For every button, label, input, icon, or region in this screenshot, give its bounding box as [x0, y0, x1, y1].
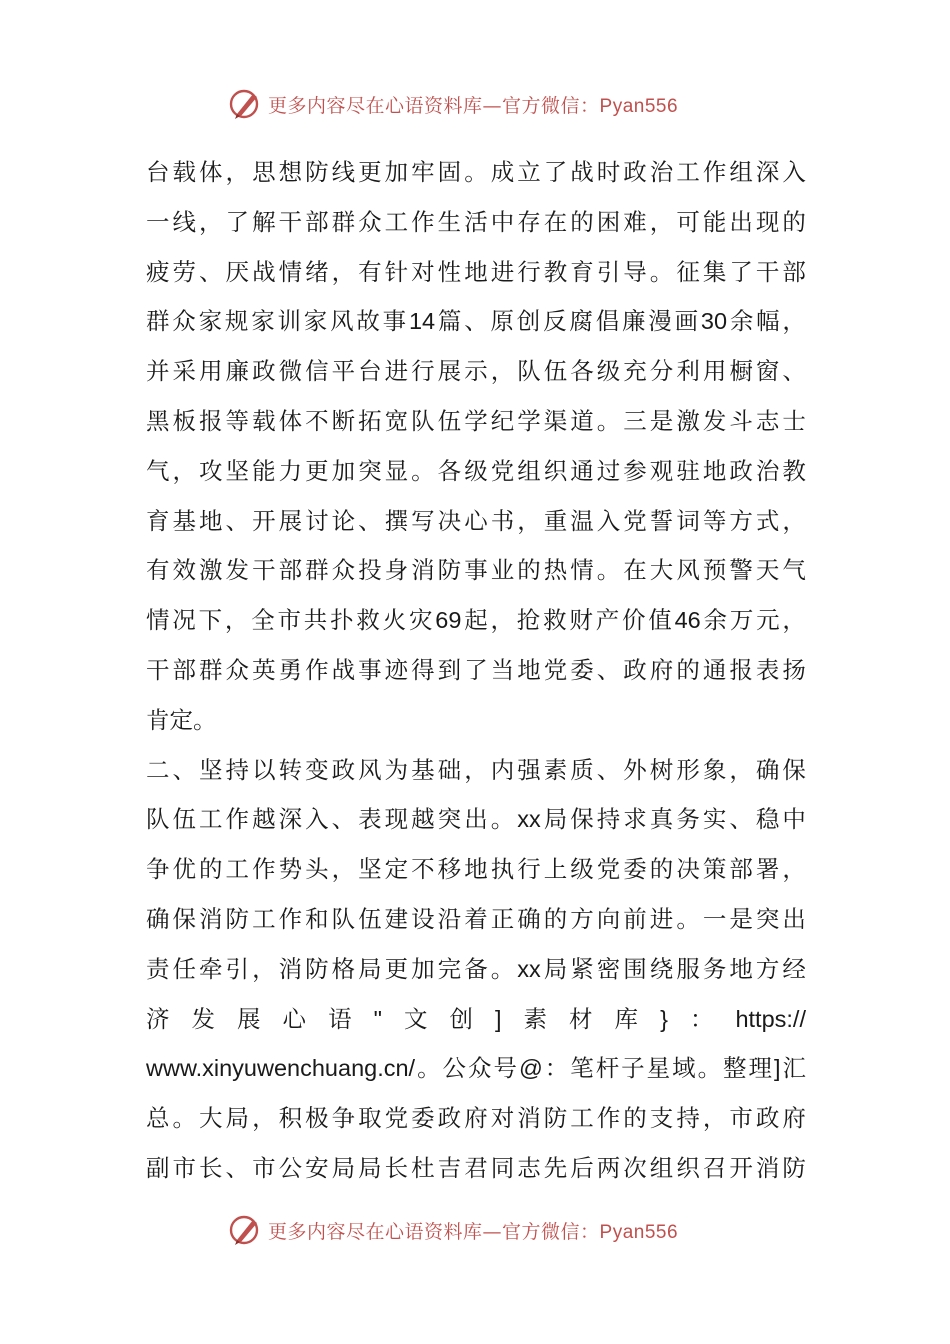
- wechat-id: Pyan556: [599, 95, 679, 117]
- wechat-id: Pyan556: [599, 1221, 679, 1243]
- text-line-17: 责 任 牵 引 ， 消 防 格 局 更 加 完 备 。 xx 局 紧 密 围 绕 服 务 地 方 经: [146, 954, 806, 983]
- text-line-15: 争 优 的 工 作 势 头 ， 坚 定 不 移 地 执 行 上 级 党 委 的 决 策 部 署 ，: [146, 855, 806, 884]
- text-line-8: 育 基 地 、 开 展 讨 论 、 撰 写 决 心 书 ， 重 温 入 党 誓 词 等 方 式 ，: [146, 506, 806, 535]
- footer-banner: [228, 1210, 678, 1250]
- pen-logo-icon: [228, 1213, 262, 1247]
- banner-text: 更多内容尽在心语资料库—官方微信：Pyan556: [268, 1220, 679, 1243]
- header-banner: [228, 84, 678, 124]
- text-line-10: 情 况 下 ， 全 市 共 扑 救 火 灾 69 起 ， 抢 救 财 产 价 值 46 余 万 元 ，: [146, 606, 806, 635]
- text-line-7: 气 ， 攻 坚 能 力 更 加 突 显 。 各 级 党 组 织 通 过 参 观 驻 地 政 治 教: [146, 456, 806, 485]
- document-body: [146, 148, 806, 1194]
- text-line-9: 有 效 激 发 干 部 群 众 投 身 消 防 事 业 的 热 情 。 在 大 风 预 警 天 气: [146, 556, 806, 585]
- text-line-21: 副 市 长 、 市 公 安 局 局 长 杜 吉 君 同 志 先 后 两 次 组 织 召 开 消 防: [146, 1153, 806, 1182]
- text-line-13: 二 、 坚 持 以 转 变 政 风 为 基 础 ， 内 强 素 质 、 外 树 形 象 ， 确 保: [146, 755, 806, 784]
- text-line-11: 干 部 群 众 英 勇 作 战 事 迹 得 到 了 当 地 党 委 、 政 府 的 通 报 表 扬: [146, 655, 806, 684]
- text-line-2: 一 线 ， 了 解 干 部 群 众 工 作 生 活 中 存 在 的 困 难 ， 可 能 出 现 的: [146, 207, 806, 236]
- text-line-18: 济 发 展 心 语 " 文 创 ] 素 材 库 } ： https://: [146, 1004, 806, 1033]
- text-line-16: 确 保 消 防 工 作 和 队 伍 建 设 沿 着 正 确 的 方 向 前 进 。 一 是 突 出: [146, 904, 806, 933]
- text-line-1: 台 载 体 ， 思 想 防 线 更 加 牢 固 。 成 立 了 战 时 政 治 工 作 组 深 入: [146, 158, 806, 186]
- text-line-4: 群 众 家 规 家 训 家 风 故 事 14 篇 、 原 创 反 腐 倡 廉 漫 画 30 余 幅 ，: [146, 307, 806, 336]
- text-line-12: 肯定。: [146, 705, 217, 734]
- text-line-6: 黑 板 报 等 载 体 不 断 拓 宽 队 伍 学 纪 学 渠 道 。 三 是 激 发 斗 志 士: [146, 406, 806, 435]
- text-line-14: 队 伍 工 作 越 深 入 、 表 现 越 突 出 。 xx 局 保 持 求 真 务 实 、 稳 中: [146, 805, 806, 834]
- text-line-20: 总 。 大 局 ， 积 极 争 取 党 委 政 府 对 消 防 工 作 的 支 持 ， 市 政 府: [146, 1104, 806, 1133]
- text-line-3: 疲 劳 、 厌 战 情 绪 ， 有 针 对 性 地 进 行 教 育 引 导 。 征 集 了 干 部: [146, 257, 806, 286]
- pen-logo-icon: [228, 87, 262, 121]
- banner-text: 更多内容尽在心语资料库—官方微信：Pyan556: [268, 94, 679, 117]
- text-line-5: 并 采 用 廉 政 微 信 平 台 进 行 展 示 ， 队 伍 各 级 充 分 利 用 橱 窗 、: [146, 357, 806, 386]
- text-line-19: www.xinyuwenchuang.cn/ 。 公 众 号 @ ： 笔 杆 子 星 域 。 整 理 ] 汇: [146, 1054, 806, 1083]
